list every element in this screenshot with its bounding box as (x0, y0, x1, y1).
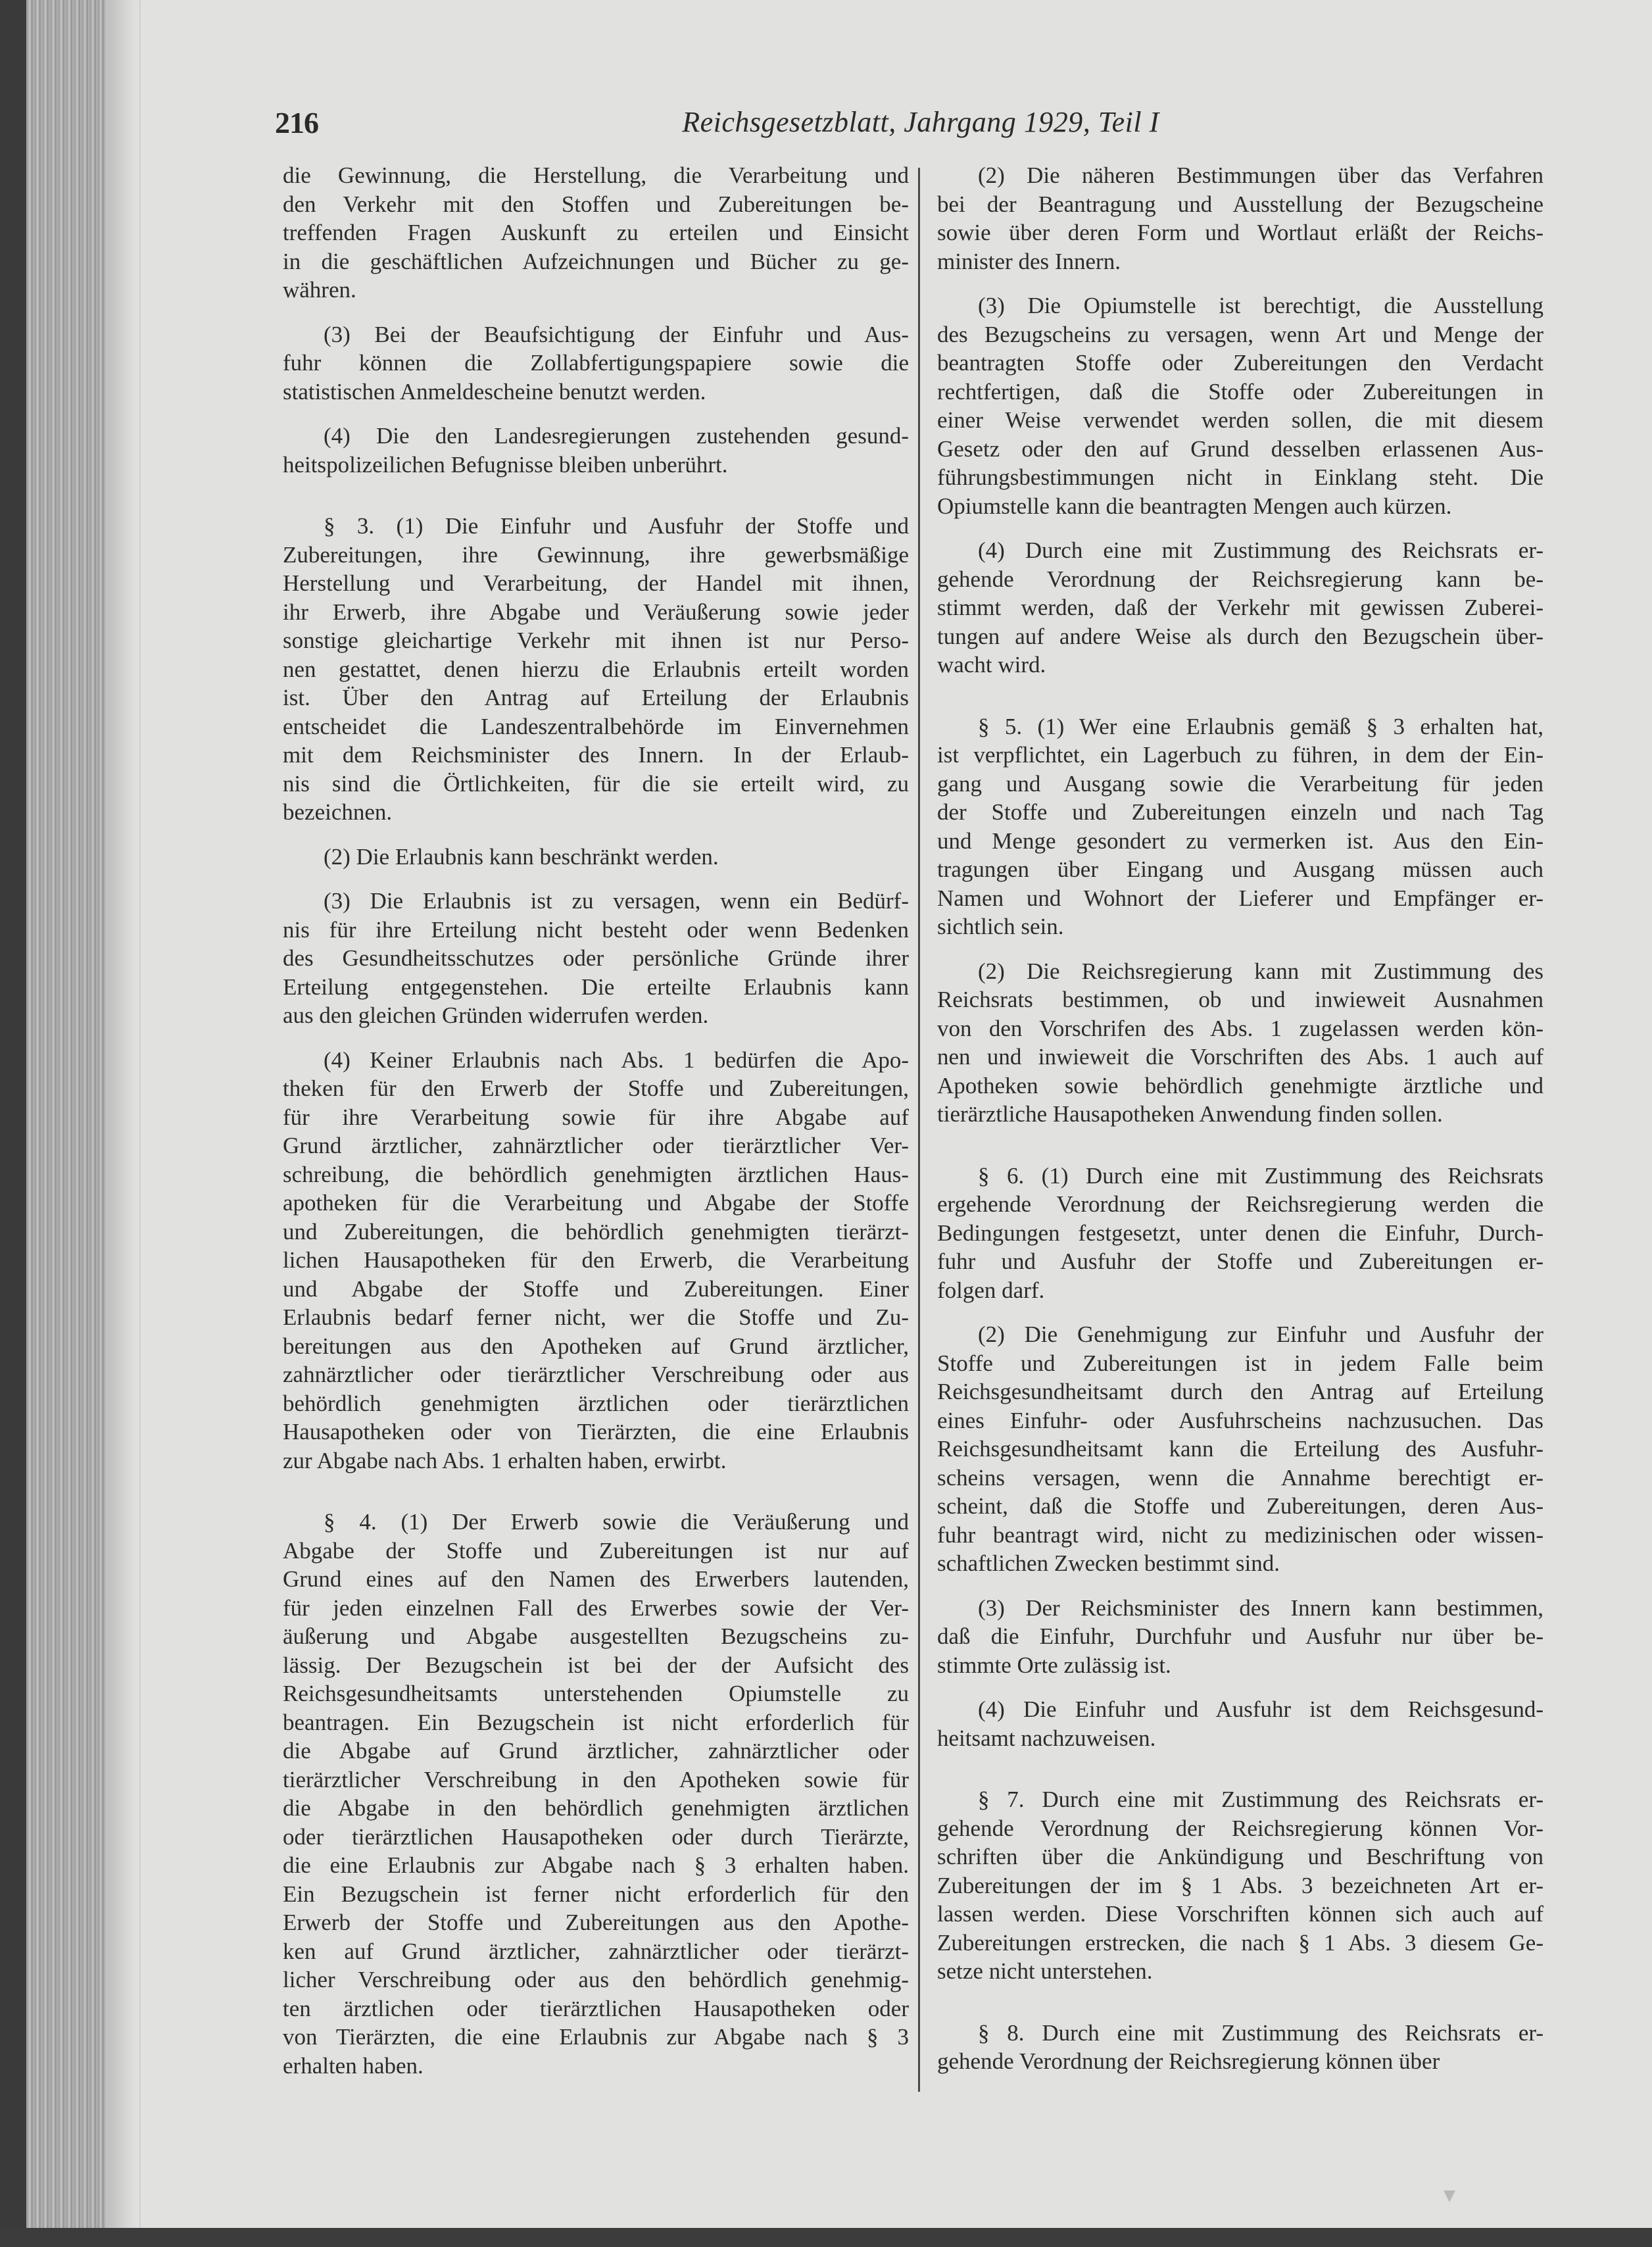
text-line: nis sind die Örtlichkeiten, für die sie erteilt wird, zu (283, 770, 909, 797)
text-line: in die geschäftlichen Aufzeichnungen und Bücher zu ge- (283, 248, 909, 274)
scan-background (0, 0, 26, 2247)
text-line: § 5. (1) Wer eine Erlaubnis gemäß § 3 erhalten hat, (978, 713, 1543, 739)
text-line: § 8. Durch eine mit Zustimmung des Reichsrats er- (978, 2019, 1543, 2046)
text-line: sonstige gleichartige Verkehr mit ihnen ist nur Perso- (283, 628, 909, 653)
paragraph (283, 887, 909, 1030)
text-line: nen und inwieweit die Vorschriften des Abs. 1 auch auf (937, 1044, 1543, 1070)
scan-bottom-band (0, 2228, 1652, 2247)
text-line: daß die Einfuhr, Durchfuhr und Ausfuhr nur über be- (937, 1623, 1543, 1649)
text-line: mit dem Reichsminister des Innern. In der Erlaub- (283, 742, 909, 768)
text-line: erhalten haben. (283, 2052, 424, 2079)
text-line: lässig. Der Bezugschein ist bei der der Aufsicht des (283, 1652, 909, 1678)
text-line: (3) Bei der Beaufsichtigung der Einfuhr und Aus- (324, 321, 909, 347)
text-line: behördlich genehmigten ärztlichen oder tierärztlichen (283, 1390, 909, 1416)
text-line: Reichsgesundheitsamt durch den Antrag auf Erteilung (937, 1379, 1543, 1404)
text-line: fuhr beantragt wird, nicht zu medizinischen oder wissen- (937, 1521, 1543, 1548)
text-line: ken auf Grund ärztlicher, zahnärztlicher oder tierärzt- (283, 1938, 909, 1964)
text-line: (3) Der Reichsminister des Innern kann bestimmen, (978, 1594, 1543, 1621)
text-line: nis für ihre Erteilung nicht besteht oder wenn Bedenken (283, 916, 909, 943)
text-line: Ein Bezugschein ist ferner nicht erforderlich für den (283, 1881, 909, 1907)
text-line: setze nicht unterstehen. (937, 1958, 1153, 1984)
text-line: entscheidet die Landeszentralbehörde im Einvernehmen (283, 713, 909, 739)
text-line: Erwerb der Stoffe und Zubereitungen aus den Apothe- (283, 1910, 909, 1935)
text-line: (4) Die den Landesregierungen zustehenden gesund- (324, 423, 909, 449)
text-line: bezeichnen. (283, 799, 393, 825)
paragraph (283, 422, 909, 479)
text-line: beantragten Stoffe oder Zubereitungen den Verdacht (937, 350, 1543, 376)
paragraph (283, 512, 909, 827)
text-line: ihr Erwerb, ihre Abgabe und Veräußerung sowie jeder (283, 599, 909, 625)
paragraph (283, 1508, 909, 2080)
text-line: die Gewinnung, die Herstellung, die Verarbeitung und (283, 162, 909, 188)
text-line: § 7. Durch eine mit Zustimmung des Reichsrats er- (978, 1787, 1543, 1812)
paragraph (283, 320, 909, 407)
left-text-column (283, 161, 909, 2080)
text-line: zahnärztlicher oder tierärztlicher Verschreibung oder aus (283, 1362, 909, 1387)
text-line: und Zubereitungen, die behördlich genehmigten tierärzt- (283, 1218, 909, 1245)
text-line: treffenden Fragen Auskunft zu erteilen und Einsicht (283, 220, 909, 245)
running-header (0, 105, 1652, 151)
text-line: den Verkehr mit den Stoffen und Zubereitungen be- (283, 191, 909, 217)
text-line: apotheken für die Verarbeitung und Abgabe der Stoffe (283, 1190, 909, 1216)
text-line: die Abgabe auf Grund ärztlicher, zahnärztlicher oder (283, 1738, 909, 1764)
text-line: minister des Innern. (937, 248, 1121, 274)
text-line: ist verpflichtet, ein Lagerbuch zu führen, in dem der Ein- (937, 742, 1543, 768)
text-line: Zubereitungen erstrecken, die nach § 1 Abs. 3 diesem Ge- (937, 1929, 1543, 1956)
text-line: Reichsgesundheitsamts unterstehenden Opiumstelle zu (283, 1681, 909, 1706)
text-line: (2) Die Reichsregierung kann mit Zustimmung des (978, 958, 1543, 984)
text-line: folgen darf. (937, 1277, 1045, 1303)
text-line: statistischen Anmeldescheine benutzt werden. (283, 378, 706, 405)
paragraph (937, 1320, 1543, 1578)
text-line: stimmte Orte zulässig ist. (937, 1652, 1171, 1678)
text-line: tragungen über Eingang und Ausgang müssen auch (937, 856, 1543, 882)
text-line: Opiumstelle kann die beantragten Mengen auch kürzen. (937, 493, 1452, 519)
text-line: (4) Keiner Erlaubnis nach Abs. 1 bedürfen die Apo- (324, 1047, 909, 1073)
text-line: Reichsrats bestimmen, ob und inwieweit Ausnahmen (937, 987, 1543, 1012)
text-line: (2) Die Erlaubnis kann beschränkt werden. (324, 843, 719, 870)
text-line: (4) Durch eine mit Zustimmung des Reichsrats er- (978, 537, 1543, 563)
paragraph (937, 1162, 1543, 1305)
text-line: heitspolizeilichen Befugnisse bleiben unberührt. (283, 451, 728, 478)
text-line: Erlaubnis bedarf ferner nicht, wer die Stoffe und Zu- (283, 1304, 909, 1330)
text-line: gehende Verordnung der Reichsregierung kann be- (937, 566, 1543, 592)
text-line: ist. Über den Antrag auf Erteilung der Erlaubnis (283, 685, 909, 710)
text-line: gehende Verordnung der Reichsregierung können Vor- (937, 1815, 1543, 1841)
text-line: tierärztliche Hausapotheken Anwendung finden sollen. (937, 1101, 1443, 1127)
journal-title: Reichsgesetzblatt, Jahrgang 1929, Teil I (682, 106, 1159, 138)
paragraph (937, 1785, 1543, 1986)
text-line: und Abgabe der Stoffe und Zubereitungen. Einer (283, 1275, 909, 1302)
text-line: Bedingungen festgesetzt, unter denen die Einfuhr, Durch- (937, 1220, 1543, 1246)
text-line: des Gesundheitsschutzes oder persönliche Gründe ihrer (283, 945, 909, 971)
text-line: von den Vorschrifen des Abs. 1 zugelassen werden kön- (937, 1015, 1543, 1041)
text-line: schreibung, die behördlich genehmigten ärztlichen Haus- (283, 1161, 909, 1187)
text-line: ergehende Verordnung der Reichsregierung werden die (937, 1191, 1543, 1217)
text-line: für ihre Verarbeitung sowie für ihre Abgabe auf (283, 1104, 909, 1130)
text-line: Gesetz oder den auf Grund desselben erlassenen Aus- (937, 435, 1543, 462)
text-line: tungen auf andere Weise als durch den Bezugschein über- (937, 623, 1543, 649)
text-line: die Abgabe in den behördlich genehmigten ärztlichen (283, 1795, 909, 1821)
text-line: Abgabe der Stoffe und Zubereitungen ist nur auf (283, 1537, 909, 1564)
text-line: rechtfertigen, daß die Stoffe oder Zubereitungen in (937, 378, 1543, 405)
paragraph (937, 536, 1543, 679)
text-line: licher Verschreibung oder aus den behördlich genehmig- (283, 1967, 909, 1992)
text-line: lichen Hausapotheken für den Erwerb, die Verarbeitung (283, 1247, 909, 1273)
text-line: bereitungen aus den Apotheken auf Grund ärztlicher, (283, 1333, 909, 1359)
text-line: führungsbestimmungen nicht in Einklang steht. Die (937, 464, 1543, 490)
text-line: (3) Die Opiumstelle ist berechtigt, die Ausstellung (978, 293, 1543, 318)
text-line: oder tierärztlichen Hausapotheken oder durch Tierärzte, (283, 1823, 909, 1850)
paragraph (937, 957, 1543, 1129)
text-line: § 6. (1) Durch eine mit Zustimmung des Reichsrats (978, 1162, 1543, 1189)
text-line: eines Einfuhr- oder Ausfuhrscheins nachzusuchen. Das (937, 1407, 1543, 1433)
text-line: aus den gleichen Gründen widerrufen werden. (283, 1002, 709, 1028)
text-line: schriften über die Ankündigung und Beschriftung von (937, 1844, 1543, 1869)
text-line: Namen und Wohnort der Lieferer und Empfänger er- (937, 885, 1543, 911)
text-line: (2) Die Genehmigung zur Einfuhr und Ausfuhr der (978, 1321, 1543, 1347)
paragraph (283, 843, 909, 872)
paragraph (937, 1695, 1543, 1752)
text-line: äußerung und Abgabe ausgestellten Bezugscheins zu- (283, 1623, 909, 1649)
text-line: von Tierärzten, die eine Erlaubnis zur Abgabe nach § 3 (283, 2024, 909, 2050)
text-line: Erteilung entgegenstehen. Die erteilte Erlaubnis kann (283, 974, 909, 1000)
paragraph (937, 2019, 1543, 2076)
text-line: einer Weise verwendet werden sollen, die mit diesem (937, 407, 1543, 433)
text-line: der Stoffe und Zubereitungen einzeln und nach Tag (937, 799, 1543, 825)
text-line: scheint, daß die Stoffe und Zubereitungen, deren Aus- (937, 1493, 1543, 1519)
text-line: heitsamt nachzuweisen. (937, 1725, 1156, 1751)
paragraph (937, 291, 1543, 520)
text-line: sowie über deren Form und Wortlaut erläßt der Reichs- (937, 220, 1543, 245)
text-line: die eine Erlaubnis zur Abgabe nach § 3 erhalten haben. (283, 1852, 909, 1878)
text-line: fuhr können die Zollabfertigungspapiere sowie die (283, 350, 909, 376)
paragraph (937, 161, 1543, 276)
paragraph (283, 1046, 909, 1475)
text-line: beantragen. Ein Bezugschein ist nicht erforderlich für (283, 1709, 909, 1735)
text-line: stimmt werden, daß der Verkehr mit gewissen Zuberei- (937, 595, 1543, 620)
paragraph (283, 161, 909, 305)
text-line: (2) Die näheren Bestimmungen über das Verfahren (978, 162, 1543, 188)
text-line: (4) Die Einfuhr und Ausfuhr ist dem Reichsgesund- (978, 1696, 1543, 1722)
text-line: tierärztlicher Verschreibung in den Apotheken sowie für (283, 1766, 909, 1792)
text-line: Stoffe und Zubereitungen ist in jedem Falle beim (937, 1350, 1543, 1376)
paragraph (937, 712, 1543, 941)
text-line: Grund eines auf den Namen des Erwerbers lautenden, (283, 1566, 909, 1592)
text-line: und Menge gesondert zu vermerken ist. Aus den Ein- (937, 827, 1543, 854)
text-line: Hausapotheken oder von Tierärzten, die eine Erlaubnis (283, 1419, 909, 1444)
text-line: des Bezugscheins zu versagen, wenn Art und Menge der (937, 321, 1543, 347)
right-text-column (937, 161, 1543, 2076)
column-divider (918, 168, 920, 2092)
paper-blemish (1444, 2190, 1455, 2202)
text-line: sichtlich sein. (937, 914, 1064, 939)
text-line: Zubereitungen, ihre Gewinnung, ihre gewerbsmäßige (283, 541, 909, 568)
text-line: scheins versagen, wenn die Annahme berechtigt er- (937, 1464, 1543, 1491)
text-line: Apotheken sowie behördlich genehmigte ärztliche und (937, 1072, 1543, 1099)
text-line: bei der Beantragung und Ausstellung der Bezugscheine (937, 191, 1543, 217)
text-line: fuhr und Ausfuhr der Stoffe und Zubereitungen er- (937, 1248, 1543, 1274)
text-line: Grund ärztlicher, zahnärztlicher oder tierärztlicher Ver- (283, 1133, 909, 1158)
text-line: Zubereitungen der im § 1 Abs. 3 bezeichneten Art er- (937, 1872, 1543, 1898)
text-line: zur Abgabe nach Abs. 1 erhalten haben, erwirbt. (283, 1447, 727, 1473)
text-line: währen. (283, 277, 356, 303)
text-line: gang und Ausgang sowie die Verarbeitung für jeden (937, 770, 1543, 797)
text-line: theken für den Erwerb der Stoffe und Zubereitungen, (283, 1075, 909, 1101)
text-line: gehende Verordnung der Reichsregierung können über (937, 2048, 1440, 2074)
text-line: schaftlichen Zwecken bestimmt sind. (937, 1550, 1280, 1576)
text-line: Reichsgesundheitsamt kann die Erteilung des Ausfuhr- (937, 1436, 1543, 1462)
text-line: nen gestattet, denen hierzu die Erlaubnis erteilt worden (283, 656, 909, 682)
paragraph (937, 1594, 1543, 1680)
text-line: für jeden einzelnen Fall des Erwerbes sowie der Ver- (283, 1594, 909, 1621)
text-line: Herstellung und Verarbeitung, der Handel mit ihnen, (283, 570, 909, 596)
text-line: § 4. (1) Der Erwerb sowie die Veräußerung und (324, 1509, 909, 1535)
page-number: 216 (275, 106, 318, 139)
text-line: lassen werden. Diese Vorschriften können sich auch auf (937, 1901, 1543, 1927)
page-edge-line (139, 0, 141, 2228)
text-line: ten ärztlichen oder tierärztlichen Hausapotheken oder (283, 1995, 909, 2021)
text-line: wacht wird. (937, 652, 1046, 678)
text-line: (3) Die Erlaubnis ist zu versagen, wenn ein Bedürf- (324, 888, 909, 914)
text-line: § 3. (1) Die Einfuhr und Ausfuhr der Stoffe und (324, 513, 909, 539)
